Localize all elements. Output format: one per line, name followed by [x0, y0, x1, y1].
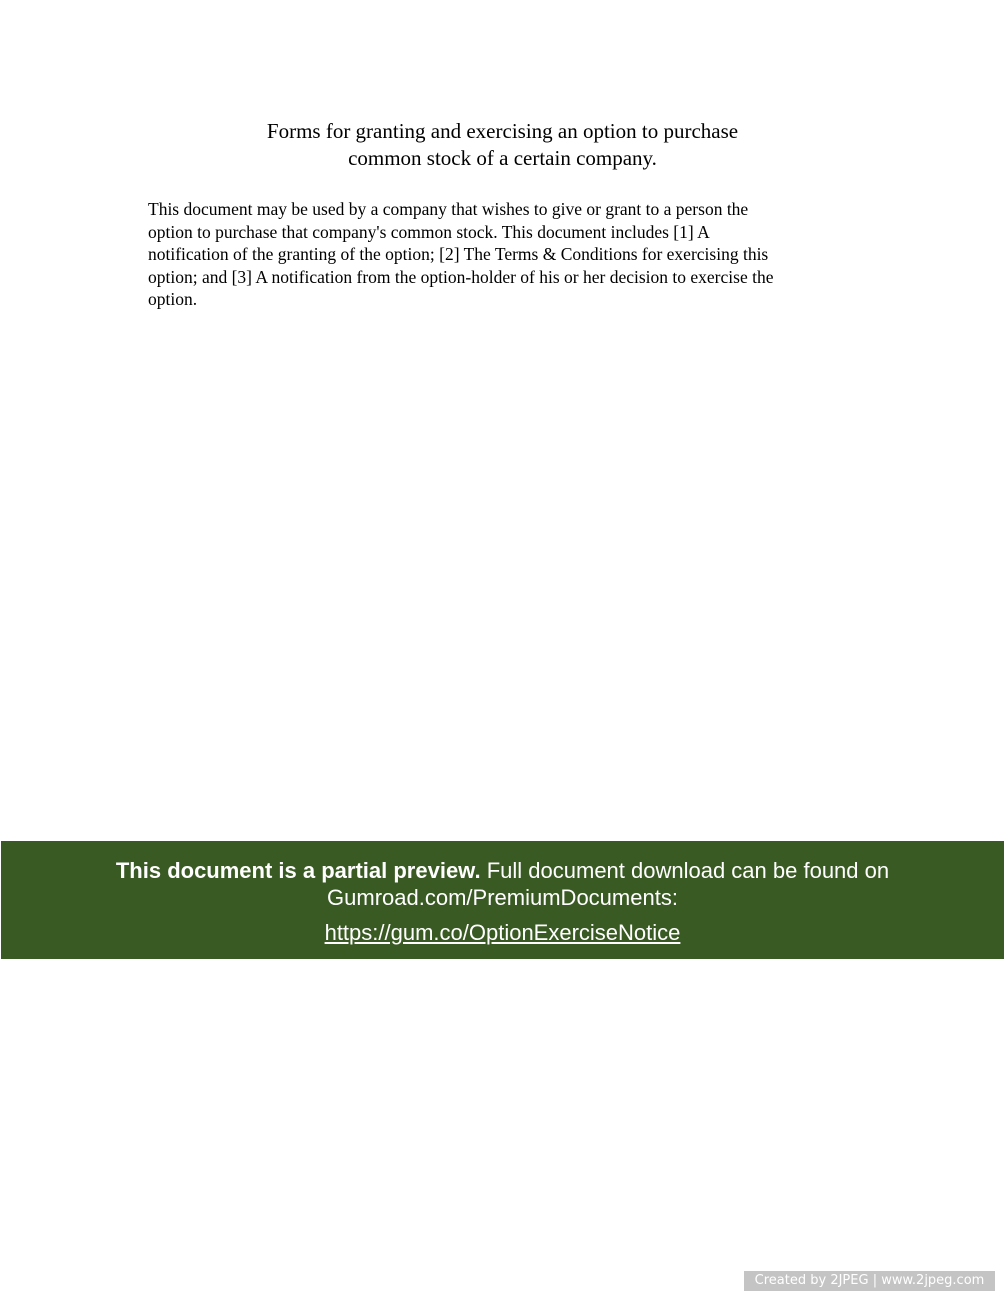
- watermark: Created by 2JPEG | www.2jpeg.com: [744, 1271, 995, 1291]
- description-line: option.: [148, 289, 198, 310]
- banner-bold-text: This document is a partial preview.: [115, 858, 481, 883]
- document-description: [148, 198, 868, 311]
- banner-message: [1, 857, 1004, 884]
- document-title-line: Forms for granting and exercising an option to purchase: [266, 119, 739, 143]
- partial-preview-banner: [1, 841, 1004, 959]
- description-line: option; and [3] A notification from the option-holder of his or her decision to exercise the: [148, 266, 774, 287]
- description-line: option to purchase that company's common stock. This document includes [1] A: [148, 221, 710, 242]
- document-title: [0, 118, 1005, 172]
- banner-text: Full document download can be found on: [486, 858, 890, 883]
- download-link[interactable]: https://gum.co/OptionExerciseNotice: [324, 920, 681, 945]
- description-line: This document may be used by a company that wishes to give or grant to a person the: [148, 199, 749, 219]
- description-line: notification of the granting of the option; [2] The Terms & Conditions for exercising this: [148, 244, 769, 265]
- document-title-line: common stock of a certain company.: [348, 146, 657, 170]
- banner-message-line2: Gumroad.com/PremiumDocuments:: [327, 885, 678, 910]
